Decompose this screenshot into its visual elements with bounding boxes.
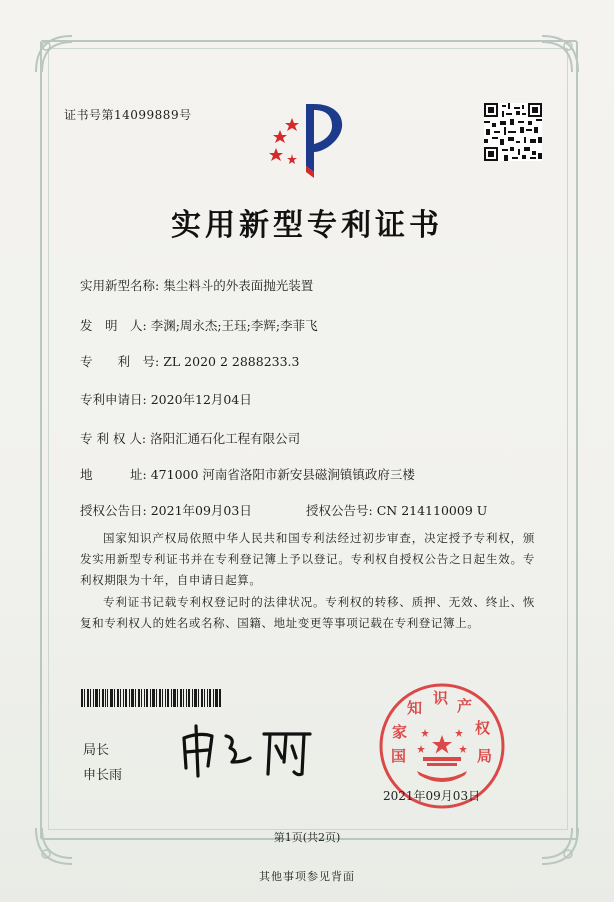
field-value: 2020年12月04日 (150, 392, 252, 407)
field-value: 集尘料斗的外表面抛光装置 (163, 278, 314, 293)
barcode-icon (81, 689, 221, 707)
statement-paragraph: 专利证书记载专利权登记时的法律状况。专利权的转移、质押、无效、终止、恢复和专利权人的姓名或名称、国籍、地址变更等事项记载在专利登记簿上。 (80, 595, 535, 630)
director-title: 局长 (83, 743, 110, 758)
statement-paragraph: 国家知识产权局依照中华人民共和国专利法经过初步审查，决定授予专利权，颁发实用新型专利证书并在专利登记簿上予以登记。专利权自授权公告之日起生效。专利权期限为十年，自申请日起算。 (80, 531, 535, 587)
field-value: 2021年09月03日 (150, 503, 252, 518)
field-value: ZL 2020 2 2888233.3 (163, 354, 300, 369)
field-value: 洛阳汇通石化工程有限公司 (150, 431, 301, 446)
grant-number-row (306, 501, 487, 519)
field-label: 授权公告日: (80, 503, 147, 518)
field-label: 授权公告号: (306, 503, 373, 518)
certificate-number: 证书号第14099889号 (64, 108, 192, 122)
utility-model-name-row (80, 276, 313, 294)
field-value: 李渊;周永杰;王珏;李辉;李菲飞 (150, 318, 318, 333)
field-value: CN 214110009 U (376, 503, 488, 518)
certificate-title: 实用新型专利证书 (171, 208, 443, 243)
field-label: 地 址: (80, 467, 147, 482)
seal-date: 2021年09月03日 (383, 789, 481, 803)
qr-code-icon (484, 103, 542, 161)
field-label: 专 利 号: (80, 354, 160, 369)
footer-note: 其他事项参见背面 (259, 870, 355, 883)
field-label: 发 明 人: (80, 318, 147, 333)
field-label: 实用新型名称: (80, 278, 160, 293)
address-row (80, 465, 415, 483)
page-number: 第1页(共2页) (273, 831, 341, 844)
application-date-row (80, 390, 252, 408)
field-label: 专利申请日: (80, 392, 147, 407)
inventors-row (80, 316, 318, 334)
field-value: 471000 河南省洛阳市新安县磁涧镇镇政府三楼 (150, 467, 415, 482)
patentee-row (80, 429, 300, 447)
corner-ornament-icon (32, 32, 78, 78)
grant-date-row (80, 501, 252, 519)
field-label: 专 利 权 人: (80, 431, 147, 446)
corner-ornament-icon (536, 32, 582, 78)
director-name: 申长雨 (83, 768, 123, 783)
director-signature-icon (178, 718, 318, 780)
patent-number-row (80, 352, 300, 370)
cnipa-logo-icon (262, 96, 354, 180)
svg-text:国 家 知 识 产: 国 家 知 识 产 权 局 (391, 689, 493, 765)
